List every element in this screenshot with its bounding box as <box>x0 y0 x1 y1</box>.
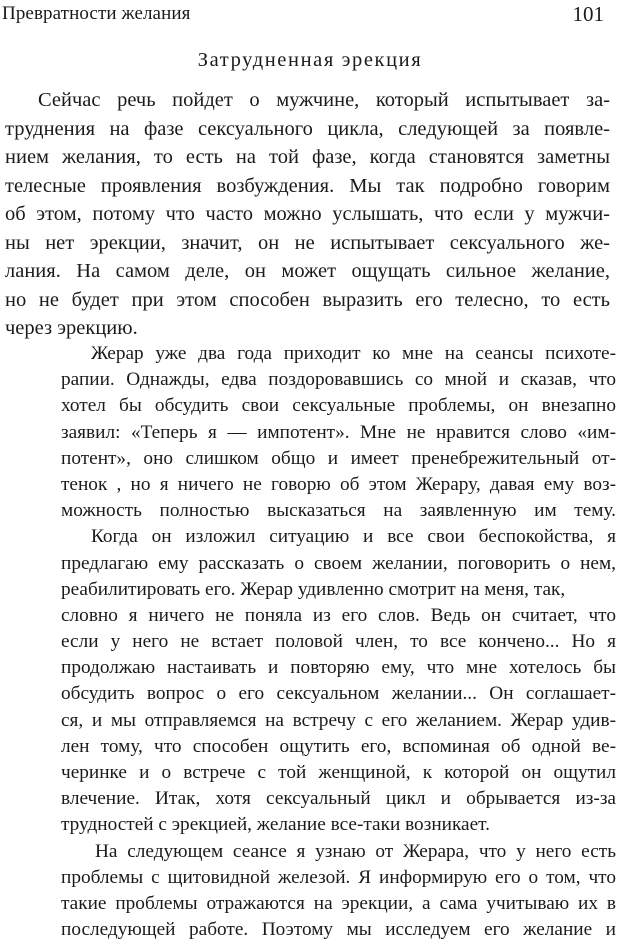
text-line: словно я ничего не поняла из его слов. Ведь он считает, что <box>61 604 616 626</box>
intro-paragraph <box>5 86 610 343</box>
text-line: На следующем сеансе я узнаю от Жерара, что у него есть <box>95 840 616 862</box>
text-line: Когда он изложил ситуацию и все свои беспокойства, я <box>91 526 616 548</box>
text-line: продолжаю настаивать и повторяю ему, что мне хотелось бы <box>61 657 616 679</box>
text-line: Жерар уже два года приходит ко мне на сеансы психоте- <box>91 343 616 364</box>
text-line: но не будет при этом способен выразить его телесно, то есть <box>5 288 610 311</box>
text-line: если у него не встает половой член, то все кончено... Но я <box>61 631 616 653</box>
text-line: можность полностью высказаться на заявленную им тему. <box>61 500 616 522</box>
text-line: тенок , но я ничего не говорю об этом Жерару, давая ему воз- <box>61 473 616 495</box>
text-line: хотел бы обсудить свои сексуальные проблемы, он внезапно <box>61 395 616 417</box>
section-heading: Затрудненная эрекция <box>197 49 423 71</box>
text-line: трудностей с эрекцией, желание все-таки возникает. <box>61 814 490 836</box>
text-line: труднения на фазе сексуального цикла, следующей за появле- <box>5 117 610 140</box>
text-line: лен тому, что способен ощутить его, вспоминая об одной ве- <box>61 735 616 757</box>
text-line: лания. На самом деле, он может ощущать сильное желание, <box>5 260 610 282</box>
text-line: обсудить вопрос о его сексуальном желании... Он соглашает- <box>61 683 616 705</box>
text-line: предлагаю ему рассказать о своем желании, поговорить о нем, <box>61 552 616 574</box>
text-line: реабилитировать его. Жерар удивленно смотрит на меня, так, <box>61 578 566 600</box>
text-line: нием желания, то есть на той фазе, когда становятся заметны <box>5 146 610 168</box>
text-line: заявил: «Теперь я — импотент». Мне не нравится слово «им- <box>61 421 616 443</box>
text-line: ны нет эрекции, значит, он не испытывает сексуального же- <box>5 231 610 254</box>
text-line: потент», оно слишком общо и имеет пренебрежительный от- <box>61 447 616 469</box>
text-line: черинке и о встрече с той женщиной, к которой он ощутил <box>61 762 616 783</box>
text-line: рапии. Однажды, едва поздоровавшись со мной и сказав, что <box>61 369 616 391</box>
text-line: проблемы с щитовидной железой. Я информирую его о том, что <box>61 866 616 888</box>
text-line: об этом, потому что часто можно услышать, что если у мужчи- <box>5 203 610 225</box>
text-line: ся, и мы отправляемся на встречу с его желанием. Жерар удив- <box>61 709 616 731</box>
text-line: последующей работе. Поэтому мы исследуем его желание и <box>61 919 616 941</box>
running-head-title: Превратности желания <box>2 3 191 24</box>
text-line: через эрекцию. <box>5 317 138 339</box>
text-line: влечение. Итак, хотя сексуальный цикл и обрывается из-за <box>61 788 616 810</box>
text-line: Сейчас речь пойдет о мужчине, который испытывает за- <box>38 89 610 111</box>
text-line: такие проблемы отражаются на эрекции, а сама учитываю их в <box>61 892 616 914</box>
case-study-block <box>61 341 616 943</box>
page-number: 101 <box>572 2 604 26</box>
text-line: телесные проявления возбуждения. Мы так подробно говорим <box>5 174 610 197</box>
